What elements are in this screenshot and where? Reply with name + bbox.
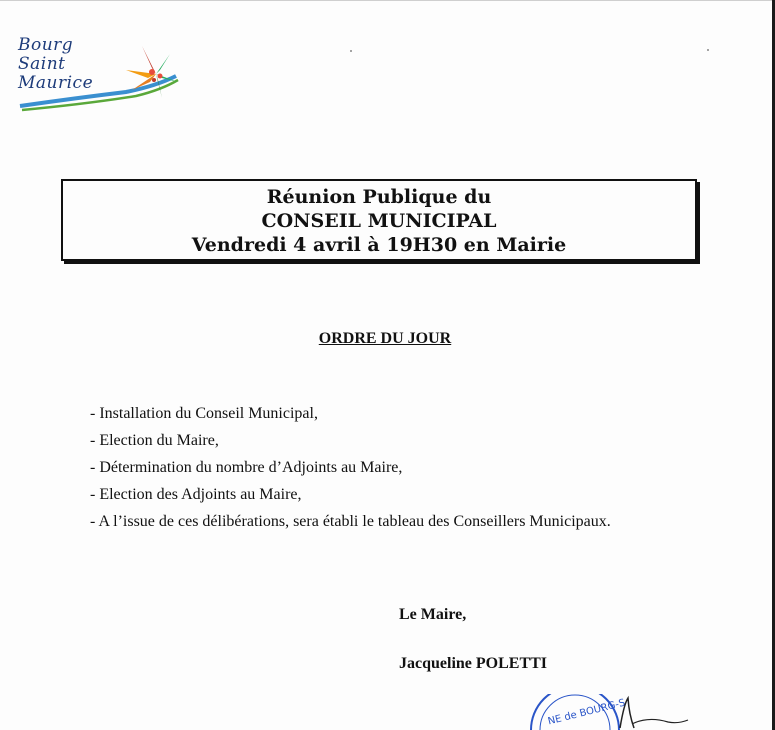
- title-line-1: Réunion Publique du: [266, 186, 492, 208]
- agenda-item: - Election des Adjoints au Maire,: [90, 481, 611, 508]
- logo-line-1: Bourg: [18, 35, 74, 55]
- town-logo: [16, 36, 186, 116]
- meeting-title-box: [61, 179, 697, 261]
- scan-speck: [350, 50, 352, 52]
- page-top-edge: [0, 0, 775, 1]
- title-line-3: Vendredi 4 avril à 19H30 en Mairie: [191, 234, 567, 256]
- svg-text:NE de BOURG-S: NE de BOURG-S: [546, 697, 627, 728]
- agenda-item: - Installation du Conseil Municipal,: [90, 400, 611, 427]
- logo-flower-icon: [16, 36, 186, 116]
- logo-line-3: Maurice: [18, 73, 94, 93]
- agenda-item: - Election du Maire,: [90, 427, 611, 454]
- signature-title: Le Maire,: [399, 606, 467, 623]
- title-line-2: CONSEIL MUNICIPAL: [261, 210, 497, 232]
- agenda-item: - Détermination du nombre d’Adjoints au Maire,: [90, 454, 611, 481]
- signature-name: Jacqueline POLETTI: [399, 655, 548, 672]
- scan-speck: [707, 49, 709, 51]
- logo-line-2: Saint: [18, 54, 66, 74]
- agenda-item: - A l’issue de ces délibérations, sera établi le tableau des Conseillers Municipaux.: [90, 508, 611, 535]
- official-stamp-icon: [528, 694, 708, 730]
- agenda-list: [90, 400, 611, 535]
- agenda-heading: ORDRE DU JOUR: [318, 330, 452, 347]
